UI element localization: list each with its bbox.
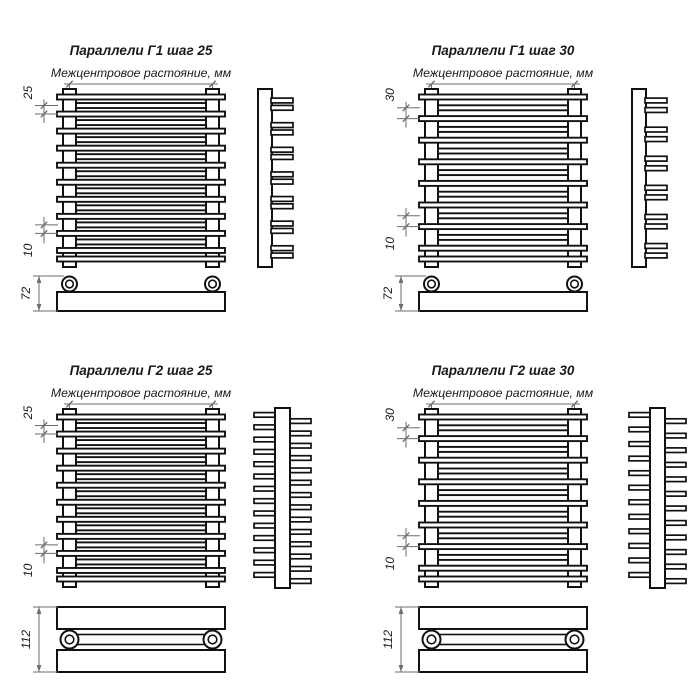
tube-end xyxy=(271,204,293,209)
collector-side xyxy=(650,408,665,588)
tube-end xyxy=(271,123,293,128)
tube-row xyxy=(438,533,568,538)
center-distance-label: Межцентровое растояние, мм xyxy=(50,386,232,400)
tube-end-right xyxy=(664,419,686,424)
side-view xyxy=(632,89,667,267)
tube-row xyxy=(438,425,568,430)
gap-dimension xyxy=(383,528,420,570)
tube-row xyxy=(419,257,587,262)
tube-end-right xyxy=(289,554,311,559)
tube-end-right xyxy=(664,433,686,438)
depth-dimension xyxy=(19,607,58,672)
tube-row xyxy=(57,483,225,488)
arrowhead xyxy=(399,607,404,614)
center-distance-dimension xyxy=(426,401,580,412)
tube-end xyxy=(645,127,667,132)
collector-circle-inner xyxy=(571,280,579,288)
tube-row xyxy=(419,246,587,251)
collector-side xyxy=(258,89,272,267)
tube-row xyxy=(76,171,206,176)
tube-end-left xyxy=(254,499,276,504)
step-dimension xyxy=(383,408,420,448)
depth-dimension-label: 72 xyxy=(19,286,33,301)
tube-row xyxy=(57,231,225,236)
tube-end-left xyxy=(254,450,276,455)
bottom-body-front xyxy=(419,607,587,629)
bottom-view xyxy=(419,277,587,312)
bottom-view xyxy=(57,277,225,312)
tube-row xyxy=(57,466,225,471)
tube-row xyxy=(76,205,206,210)
tube-end xyxy=(645,195,667,200)
tube-row xyxy=(76,508,206,513)
bottom-tube-strip xyxy=(69,635,213,645)
variant-title: Параллели Г1 шаг 30 xyxy=(431,43,575,58)
tube-end-right xyxy=(289,579,311,584)
depth-dimension-label: 72 xyxy=(381,286,395,301)
tube-end xyxy=(271,98,293,103)
tube-end-left xyxy=(629,471,651,476)
tube-end xyxy=(271,179,293,184)
tube-end-left xyxy=(254,474,276,479)
tube-end-left xyxy=(629,442,651,447)
depth-dimension-label: 112 xyxy=(19,629,33,650)
tube-end-right xyxy=(289,493,311,498)
tube-end-right xyxy=(289,480,311,485)
tube-end-left xyxy=(254,425,276,430)
gap-dimension-label: 10 xyxy=(383,236,397,251)
tube-end xyxy=(645,98,667,103)
side-view xyxy=(258,89,293,267)
step-dimension-label: 25 xyxy=(21,405,35,420)
tube-row xyxy=(419,95,587,100)
bottom-view xyxy=(419,607,587,672)
tube-end-left xyxy=(629,514,651,519)
tube-end-right xyxy=(289,468,311,473)
tube-end xyxy=(271,221,293,226)
tube-end-left xyxy=(629,544,651,549)
collector-side xyxy=(632,89,646,267)
tube-row xyxy=(419,116,587,121)
step-dimension xyxy=(21,406,58,444)
tube-end-left xyxy=(629,573,651,578)
tube-row xyxy=(57,129,225,134)
tube-end xyxy=(271,246,293,251)
tube-end xyxy=(645,156,667,161)
tube-row xyxy=(419,566,587,571)
tube-end-right xyxy=(289,505,311,510)
tube-row xyxy=(76,440,206,445)
tube-row xyxy=(76,559,206,564)
tube-end-left xyxy=(629,529,651,534)
center-distance-label: Межцентровое растояние, мм xyxy=(412,66,594,80)
tube-row xyxy=(76,491,206,496)
tube-end xyxy=(645,244,667,249)
tube-end-left xyxy=(629,456,651,461)
tube-end-left xyxy=(629,500,651,505)
tube-row xyxy=(419,523,587,528)
bottom-body xyxy=(419,292,587,311)
tube-end-right xyxy=(664,564,686,569)
tube-end-right xyxy=(664,477,686,482)
center-distance-dimension xyxy=(64,401,218,412)
gap-dimension-label: 10 xyxy=(21,243,35,258)
tube-end-left xyxy=(629,427,651,432)
tube-end xyxy=(645,214,667,219)
tube-row xyxy=(57,248,225,253)
depth-dimension xyxy=(381,607,420,672)
tube-row xyxy=(76,525,206,530)
front-view xyxy=(419,89,587,267)
tube-row xyxy=(57,257,225,262)
variant-title: Параллели Г2 шаг 30 xyxy=(431,363,575,378)
collector-circle-inner xyxy=(427,635,436,644)
tube-end-left xyxy=(254,573,276,578)
tube-row xyxy=(419,577,587,582)
tube-end xyxy=(271,105,293,110)
tube-end xyxy=(645,253,667,258)
tube-end-right xyxy=(289,530,311,535)
tube-end-right xyxy=(664,550,686,555)
tube-end-right xyxy=(664,462,686,467)
tube-row xyxy=(438,105,568,110)
gap-dimension-label: 10 xyxy=(383,556,397,571)
tube-row xyxy=(419,479,587,484)
tube-row xyxy=(57,180,225,185)
tube-row xyxy=(76,103,206,108)
tube-row xyxy=(57,568,225,573)
tube-row xyxy=(57,534,225,539)
tube-row xyxy=(419,436,587,441)
tube-end-right xyxy=(664,448,686,453)
bottom-body-back xyxy=(57,650,225,672)
tube-end-left xyxy=(254,486,276,491)
tube-row xyxy=(438,469,568,474)
tube-row xyxy=(438,213,568,218)
collector-circle-inner xyxy=(428,280,436,288)
tube-end xyxy=(271,197,293,202)
side-view xyxy=(629,408,686,588)
tube-row xyxy=(419,224,587,229)
tube-row xyxy=(57,551,225,556)
tube-row xyxy=(76,154,206,159)
tube-row xyxy=(419,181,587,186)
tube-row xyxy=(76,137,206,142)
tube-row xyxy=(57,197,225,202)
arrowhead xyxy=(37,607,42,614)
tube-end xyxy=(645,224,667,229)
arrowhead xyxy=(399,304,404,311)
arrowhead xyxy=(37,276,42,283)
tube-end-left xyxy=(254,560,276,565)
tube-end xyxy=(645,185,667,190)
tube-end-right xyxy=(664,535,686,540)
tube-row xyxy=(419,501,587,506)
tube-end-right xyxy=(289,419,311,424)
step-dimension xyxy=(21,86,58,124)
tube-end xyxy=(271,253,293,258)
tube-end-left xyxy=(254,523,276,528)
tube-row xyxy=(57,163,225,168)
tube-row xyxy=(438,127,568,132)
tube-end xyxy=(271,228,293,233)
tube-row xyxy=(438,170,568,175)
front-view xyxy=(57,409,225,587)
tube-row xyxy=(438,512,568,517)
bottom-body-back xyxy=(419,650,587,672)
tube-end xyxy=(645,137,667,142)
tube-row xyxy=(419,138,587,143)
tube-row xyxy=(57,517,225,522)
tube-row xyxy=(76,120,206,125)
gap-dimension-label: 10 xyxy=(21,563,35,578)
tube-end xyxy=(271,147,293,152)
tube-row xyxy=(57,146,225,151)
tube-end-right xyxy=(289,542,311,547)
tube-row xyxy=(438,235,568,240)
tube-end xyxy=(271,130,293,135)
variant-Г1-step-25 xyxy=(19,43,293,311)
gap-dimension xyxy=(21,537,58,577)
step-dimension-label: 25 xyxy=(21,85,35,100)
tube-end-right xyxy=(664,521,686,526)
tube-end-left xyxy=(629,558,651,563)
variant-Г1-step-30 xyxy=(381,43,667,311)
tube-end-left xyxy=(629,485,651,490)
collector-circle-inner xyxy=(208,635,217,644)
tube-end-left xyxy=(254,511,276,516)
tube-end-left xyxy=(254,536,276,541)
arrowhead xyxy=(37,665,42,672)
arrowhead xyxy=(399,276,404,283)
tube-end-right xyxy=(289,431,311,436)
depth-dimension-label: 112 xyxy=(381,629,395,650)
tube-end-right xyxy=(289,456,311,461)
tube-row xyxy=(419,159,587,164)
center-distance-label: Межцентровое растояние, мм xyxy=(412,386,594,400)
tube-end-left xyxy=(254,548,276,553)
step-dimension xyxy=(383,88,420,128)
tube-end-left xyxy=(254,413,276,418)
variant-Г2-step-30 xyxy=(381,363,686,672)
tube-row xyxy=(438,447,568,452)
tube-end xyxy=(645,108,667,113)
tube-end-left xyxy=(254,437,276,442)
tube-row xyxy=(419,415,587,420)
variant-title: Параллели Г2 шаг 25 xyxy=(69,363,213,378)
tube-end xyxy=(271,155,293,160)
side-view xyxy=(254,408,311,588)
tube-row xyxy=(76,423,206,428)
front-view xyxy=(57,89,225,267)
gap-dimension xyxy=(21,217,58,257)
tube-end-right xyxy=(289,517,311,522)
tube-row xyxy=(76,188,206,193)
tube-end-right xyxy=(664,579,686,584)
collector-circle-inner xyxy=(570,635,579,644)
tube-row xyxy=(76,239,206,244)
tube-row xyxy=(438,555,568,560)
collector-circle-inner xyxy=(66,280,74,288)
collector-side xyxy=(275,408,290,588)
tube-row xyxy=(438,490,568,495)
tube-row xyxy=(76,542,206,547)
tube-row xyxy=(57,415,225,420)
tube-end-left xyxy=(254,462,276,467)
bottom-view xyxy=(57,607,225,672)
tube-row xyxy=(57,577,225,582)
tube-end-right xyxy=(289,566,311,571)
tube-end-right xyxy=(664,492,686,497)
variant-Г2-step-25 xyxy=(19,363,311,672)
variant-title: Параллели Г1 шаг 25 xyxy=(69,43,213,58)
tube-row xyxy=(438,149,568,154)
tube-row xyxy=(57,432,225,437)
tube-row xyxy=(419,203,587,208)
gap-dimension xyxy=(383,208,420,250)
tube-row xyxy=(419,544,587,549)
bottom-body-front xyxy=(57,607,225,629)
collector-circle-inner xyxy=(209,280,217,288)
tube-row xyxy=(57,214,225,219)
tube-row xyxy=(76,457,206,462)
center-distance-dimension xyxy=(64,81,218,92)
arrowhead xyxy=(37,304,42,311)
tube-row xyxy=(57,112,225,117)
center-distance-dimension xyxy=(426,81,580,92)
tube-end-right xyxy=(289,443,311,448)
bottom-body xyxy=(57,292,225,311)
collector-circle-inner xyxy=(65,635,74,644)
step-dimension-label: 30 xyxy=(383,88,397,102)
tube-end-right xyxy=(664,506,686,511)
step-dimension-label: 30 xyxy=(383,408,397,422)
tube-row xyxy=(57,449,225,454)
tube-row xyxy=(76,222,206,227)
tube-end-left xyxy=(629,413,651,418)
tube-row xyxy=(438,192,568,197)
tube-row xyxy=(419,458,587,463)
front-view xyxy=(419,409,587,587)
bottom-tube-strip xyxy=(431,635,575,645)
arrowhead xyxy=(399,665,404,672)
tube-row xyxy=(57,500,225,505)
center-distance-label: Межцентровое растояние, мм xyxy=(50,66,232,80)
tube-row xyxy=(76,474,206,479)
tube-end xyxy=(271,172,293,177)
tube-row xyxy=(57,95,225,100)
tube-end xyxy=(645,166,667,171)
